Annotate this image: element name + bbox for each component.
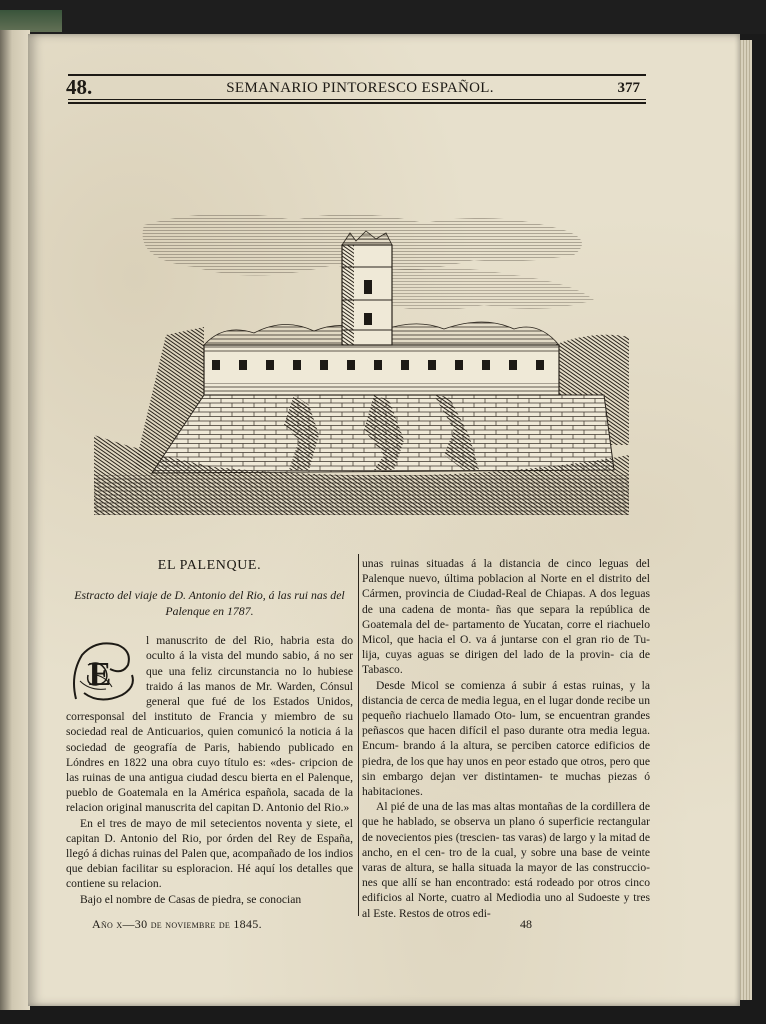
article-subtitle: Estracto del viaje de D. Antonio del Rio, á las rui nas del Palenque en 1787. bbox=[74, 588, 345, 619]
paragraph-text: l manuscrito de del Rio, habria esta do oculto á la vista del mundo sabio, á no ser que una feliz circunstancia no lo hubiese traido á las manos de Mr. Warden, Cónsul general que fué de los Estados Unidos, corresponsal del instituto de Francia y miembro de su sociedad real de Anticuarios, quien comunicó la noticia á la sociedad de geografía de Paris, habiendo publicado en Lóndres en 1822 una obra cuyo título es: «des- cripcion de las ruinas de una antigua ciudad descu bierta en el Palenque, pueblo de Goatemala en la América española, sacada de la relacion original manuscrita del capitan D. Antonio del Rio.» bbox=[66, 634, 353, 815]
page-number: 377 bbox=[617, 80, 640, 96]
header-rule-bottom-thin bbox=[68, 99, 646, 100]
article-paragraph: Desde Micol se comienza á subir á estas ruinas, y la distancia de cerca de media legua, en el lugar donde recibe un pequeño riachuelo llamado Oto- lum, se encuentran grandes peñascos que hacen difícil el paso durante otra media legua. Encum- brando á la altura, se perciben catorce edificios de piedra, de los que hay unos en peor estado que otros, pero que sin embargo dejan ver distintamen- te muchas piezas ó habitaciones. bbox=[362, 678, 650, 799]
scanner-background bbox=[0, 0, 766, 34]
column-divider bbox=[358, 554, 359, 916]
article-title: EL PALENQUE. bbox=[157, 558, 262, 573]
article-paragraph bbox=[66, 633, 353, 815]
ornate-dropcap-icon bbox=[66, 635, 140, 709]
page-stack-edge bbox=[738, 40, 752, 1000]
header-rule-top bbox=[68, 74, 646, 76]
running-title: SEMANARIO PINTORESCO ESPAÑOL. bbox=[226, 80, 494, 96]
footer-signature: 48 bbox=[520, 917, 532, 931]
issue-number: 48. bbox=[66, 75, 93, 99]
footer-date-line: Año x—30 de noviembre de 1845. bbox=[92, 917, 262, 931]
dropcap-letter: E bbox=[88, 656, 112, 694]
article-paragraph: Al pié de una de las mas altas montañas de la cordillera de que he hablado, se observa un plano ó superficie rectangular de novecientos pies (trescien- tas varas) de largo y la mitad de ancho, en el cen- tro de la cual, y sobre una base de veinte varas de altura, se halla situada la mayor de las construccio- nes que allí se han encontrado: está rodeado por otros cinco edificios al Norte, cuatro al Mediodia uno al Sudoeste y tres al Este. Restos de otros edi- bbox=[362, 800, 650, 920]
article-paragraph: En el tres de mayo de mil setecientos noventa y siete, el capitan D. Antonio del Rio, por órden del Rey de España, llegó á dichas ruinas del Palen que, acompañado de los indios que debian facilitar su esploracion. Hé aquí los detalles que contiene su relacion. bbox=[66, 816, 353, 891]
article-right-column bbox=[362, 556, 650, 921]
left-page-edge bbox=[0, 30, 30, 1010]
article-paragraph: unas ruinas situadas á la distancia de cinco leguas del Palenque nuevo, última poblacion al Norte en el distrito del Cármen, provincia de Ciudad-Real de Chiapas. A dos leguas de una cadena de monta- ñas que separa la república de Goatemala del de- partamento de Yucatan, corre el riachuelo Micol, que hacia el O. va á juntarse con el gran rio de Tu- lija, cuyas aguas se dirigen del lado de la provin- cia de Tabasco. bbox=[362, 557, 650, 677]
engraving-temple-ruins-icon bbox=[94, 205, 629, 515]
header-rule-bottom bbox=[68, 102, 646, 104]
article-left-column bbox=[66, 556, 353, 907]
article-paragraph: Bajo el nombre de Casas de piedra, se conocian bbox=[80, 892, 302, 906]
book-cover-edge bbox=[0, 10, 62, 32]
